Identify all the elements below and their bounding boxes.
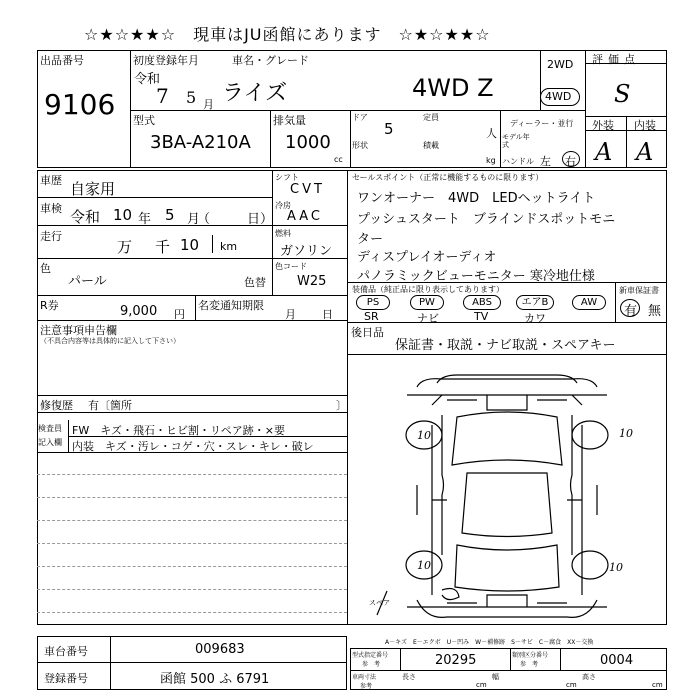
plate-value: 函館 500 ふ 6791 [160, 672, 270, 687]
mileage-value: 10 [180, 236, 200, 254]
damage-legend: A－キズ E－エクボ U－凹み W－補修跡 S－サビ C－腐食 XX－交換 [385, 639, 594, 646]
color-change-label: 色替 [244, 276, 266, 289]
handle-label: ハンドル [502, 157, 534, 166]
equip-navi: ナビ [417, 312, 439, 325]
fuel-label: 燃料 [275, 229, 291, 238]
mileage-man: 万 [117, 238, 133, 256]
registration-year: 7 [156, 84, 169, 108]
ext-value: A [595, 138, 613, 166]
dims-height-unit: cm [652, 681, 663, 689]
fuel-value: ガソリン [280, 244, 333, 259]
chassis-value: 3BA-A210A [150, 132, 251, 153]
history-label: 車歴 [40, 174, 62, 187]
capacity-unit: 人 [486, 127, 497, 140]
dims-width-unit: cm [566, 681, 577, 689]
color-label: 色 [40, 262, 51, 275]
handle-right: 右 [565, 155, 576, 168]
chassis-label: 型式 [133, 114, 155, 127]
model-year-label: モデル年式 [502, 133, 530, 149]
registration-month-unit: 月 [203, 98, 214, 111]
inspector-label-1: 検査員 [38, 424, 62, 433]
lot-number: 9106 [44, 88, 116, 121]
transfer-label: 名変通知期限 [198, 299, 264, 312]
class-no-label: 類別区分番号 [512, 652, 549, 659]
shift-label: シフト [275, 173, 299, 182]
chassis-no-label: 車台番号 [44, 645, 88, 658]
lot-label: 出品番号 [40, 54, 84, 67]
inspection-era: 令和 [70, 208, 101, 226]
registration-label: 初度登録年月 [133, 54, 199, 67]
transfer-day: 日 [322, 308, 333, 321]
registration-month: 5 [186, 88, 197, 107]
equip-airbag: エアB [516, 295, 554, 310]
plate-label: 登録番号 [44, 672, 88, 685]
inspector-label-2: 記入欄 [38, 438, 62, 447]
new-record-label: 新車保証書 [619, 286, 659, 295]
inspection-label: 車検 [40, 202, 62, 215]
transfer-month: 月 [285, 308, 296, 321]
handle-left: 左 [540, 155, 551, 168]
sales-line-5: パノラミックビューモニター 寒冷地仕様 [357, 269, 595, 284]
equip-tv: TV [474, 310, 489, 323]
registration-era: 令和 [134, 72, 161, 87]
dims-length: 長さ [402, 673, 416, 681]
score-label: 評価点 [592, 53, 640, 66]
type-no-label: 型式指定番号 [352, 652, 389, 659]
score-value: S [614, 80, 631, 108]
car-diagram [347, 355, 667, 625]
displacement-value: 1000 [285, 132, 331, 153]
type-no-value: 20295 [435, 653, 477, 668]
recycle-value: 9,000 [120, 304, 158, 319]
sales-line-2: プッシュスタート ブラインドスポットモニ [357, 212, 616, 227]
color-code: W25 [297, 274, 327, 289]
shape-label: 形状 [352, 141, 368, 150]
new-record-yes: 有 [624, 304, 638, 319]
equip-ps: PS [356, 295, 390, 310]
aircon-value: AAC [287, 209, 323, 224]
recycle-label: R券 [40, 299, 59, 312]
type-no-sub: 参 考 [362, 661, 381, 668]
class-no-sub: 参 考 [520, 661, 539, 668]
banner: ☆★☆★★☆ 現車はJU函館にあります ☆★☆★★☆ [84, 25, 491, 44]
dims-width: 幅 [492, 673, 499, 681]
shift-value: CVT [290, 182, 325, 197]
recycle-unit: 円 [174, 308, 185, 321]
diagram-mark-3: 10 [417, 559, 431, 572]
chassis-no-value: 009683 [195, 642, 245, 657]
equip-pw: PW [410, 295, 444, 310]
inspector-row-2: 内装 キズ・汚レ・コゲ・穴・スレ・キレ・破レ [72, 440, 314, 453]
inspection-month: 5 [165, 206, 175, 224]
model-label: 車名・グレード [232, 54, 309, 67]
inspector-row-1: FW キズ・飛石・ヒビ割・リペア跡・×要 [72, 424, 285, 437]
inspection-day-close: 日） [247, 212, 274, 227]
dims-length-unit: cm [476, 681, 487, 689]
doors-value: 5 [384, 120, 394, 138]
mileage-label: 走行 [40, 230, 62, 243]
sales-line-3: ター [357, 232, 384, 247]
doors-label: ドア [352, 113, 368, 122]
color-code-label: 色コード [275, 262, 307, 271]
history-value: 自家用 [70, 180, 116, 198]
aircon-label: 冷房 [275, 201, 291, 210]
equip-leather: カワ [524, 312, 546, 325]
inspection-year-unit: 年 [138, 212, 152, 227]
model-name: ライズ [222, 81, 288, 106]
dims-label: 車両寸法 [352, 674, 377, 681]
sales-line-1: ワンオーナー 4WD LEDヘットライト [357, 191, 596, 206]
displacement-label: 排気量 [273, 114, 306, 127]
new-record-no: 無 [648, 304, 662, 319]
ext-label: 外装 [592, 119, 614, 132]
equip-abs: ABS [463, 295, 501, 310]
displacement-unit: cc [334, 155, 343, 164]
mileage-unit: km [220, 240, 238, 253]
equip-sr: SR [364, 310, 379, 323]
equipment-label: 装備品（純正品に限り表示してあります） [352, 285, 504, 294]
diagram-mark-2: 10 [619, 427, 633, 440]
mileage-sen: 千 [155, 238, 171, 256]
inspection-day-open: （ [197, 212, 211, 227]
int-label: 内装 [634, 119, 656, 132]
dims-sub: 参考 [360, 683, 373, 690]
spare-label: スペア [369, 599, 390, 607]
sales-line-4: ディスプレイオーディオ [357, 250, 497, 265]
capacity-label: 定員 [423, 113, 439, 122]
repair-label: 修復歴 [40, 399, 73, 412]
load-label: 積載 [423, 141, 439, 150]
inspection-year: 10 [113, 206, 133, 224]
repair-value: 有〔箇所 [88, 399, 132, 412]
class-no-value: 0004 [600, 653, 634, 668]
color-value: パール [68, 274, 107, 289]
dealer-label: ディーラー・並行 [510, 119, 574, 128]
model-grade: 4WD Z [412, 74, 494, 102]
notes-sub: （不具合内容等は具体的に記入して下さい） [40, 337, 180, 345]
docs-label: 後日品 [351, 326, 384, 339]
sales-label: セールスポイント（正常に機能するものに限ります） [352, 173, 544, 182]
diagram-mark-1: 10 [417, 429, 431, 442]
inspection-month-unit: 月 [187, 212, 201, 227]
int-value: A [636, 138, 654, 166]
repair-close: 〕 [336, 399, 347, 412]
drive-4wd: 4WD [545, 90, 572, 103]
notes-label: 注意事項申告欄 [40, 324, 117, 337]
dims-height: 高さ [582, 673, 596, 681]
diagram-mark-4: 10 [609, 561, 623, 574]
docs-value: 保証書・取説・ナビ取説・スペアキー [395, 338, 616, 353]
equip-aw: AW [572, 295, 606, 310]
drive-2wd: 2WD [547, 58, 574, 71]
load-unit: kg [486, 156, 496, 165]
